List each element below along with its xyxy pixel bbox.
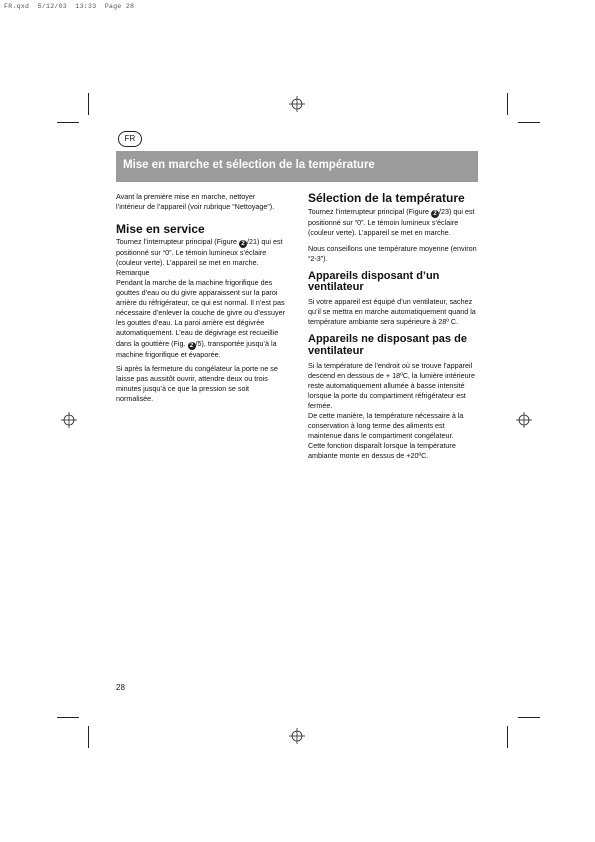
remarque-text-b: /5), transportée jusqu’à la machine frigorifique et évaporée. <box>116 338 277 359</box>
section-title-bar <box>116 151 478 182</box>
door-pressure-paragraph: Si après la fermeture du congélateur la porte ne se laisse pas aussitôt ouvrir, attendre deux ou trois minutes jusqu’à ce que la pression se soit normalisée. <box>116 363 278 403</box>
without-fan-paragraph-1: Si la température de l’endroit où se trouve l’appareil descend en dessous de + 18ºC, la lumière intérieure reste automatiquement allumée à basse intensité lorsque la porte du compartiment réfrigérateur est fermée. <box>308 360 476 410</box>
selection-text-b: /23) qui est positionné sur “0”. Le témoin lumineux s’éclaire (couleur verte). L’appareil se met en marche. <box>308 206 475 237</box>
with-fan-paragraph: Si votre appareil est équipé d’un ventilateur, sachez qu’il se mettra en marche automatiquement quand la température ambiante sera supérieure à 28º C. <box>308 297 476 327</box>
remarque-text-a: Pendant la marche de la machine frigorifique des gouttes d’eau ou du givre apparaissent sur la paroi arrière du réfrigérateur, ce qui est normal. Il n’est pas nécessaire d’enlever la couche de givre ou d’essuyer les gouttes d’eau. La paroi arrière est dégivrée automatiquement. L’eau de dégivrage est recueillie dans la gouttière (Fig. <box>116 277 286 348</box>
figure-number-icon: 2 <box>188 342 196 350</box>
with-fan-heading: Appareils disposant d’un ventilateur <box>308 269 440 294</box>
intro-paragraph: Avant la première mise en marche, nettoyer l’intérieur de l’appareil (voir rubrique “Nettoyage”). <box>116 192 275 212</box>
without-fan-paragraph-2: De cette manière, la température nécessaire à la conservation à long terme des aliments est maintenue dans le compartiment congélateur. <box>308 411 464 441</box>
remarque-label: Remarque <box>116 267 150 277</box>
without-fan-heading: Appareils ne disposant pas de ventilateur <box>308 333 467 357</box>
mise-en-service-heading: Mise en service <box>116 222 205 237</box>
page-number: 28 <box>116 683 125 692</box>
remarque-paragraph <box>116 278 286 360</box>
section-title: Mise en marche et sélection de la température <box>123 159 375 171</box>
recommended-setting-paragraph: Nous conseillons une température moyenne (environ “2-3”). <box>308 243 477 263</box>
selection-paragraph <box>308 207 480 238</box>
selection-heading: Sélection de la température <box>308 191 465 205</box>
left-column <box>116 192 286 404</box>
language-badge: FR <box>118 131 142 147</box>
figure-number-icon: 2 <box>431 210 439 218</box>
mise-en-service-paragraph <box>116 237 286 268</box>
registration-mark-top <box>289 96 305 112</box>
registration-mark-left <box>61 412 77 428</box>
mise-text-b: /21) qui est positionné sur “0”. Le témoin lumineux s’éclaire (couleur verte). L’appareil se met en marche. <box>116 236 283 267</box>
print-slug: FR.qxd 5/12/03 13:33 Page 28 <box>4 3 135 10</box>
figure-number-icon: 2 <box>239 240 247 248</box>
without-fan-paragraph-3: Cette fonction disparaît lorsque la température ambiante monte en dessus de +20ºC. <box>308 441 456 461</box>
mise-text-a: Tournez l’interrupteur principal (Figure <box>116 236 240 246</box>
right-column <box>308 192 480 461</box>
registration-mark-bottom <box>289 728 305 744</box>
selection-text-a: Tournez l’interrupteur principal (Figure <box>308 206 432 216</box>
registration-mark-right <box>516 412 532 428</box>
